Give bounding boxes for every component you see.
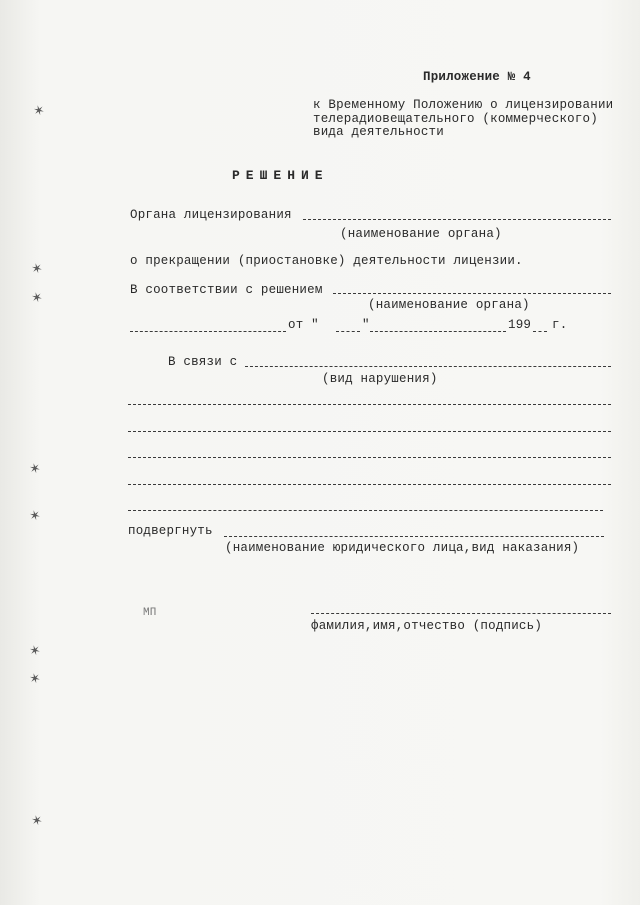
binder-hole-mark-icon: ✶ xyxy=(30,288,45,308)
violation-details-line-2[interactable] xyxy=(128,431,611,432)
binder-hole-mark-icon: ✶ xyxy=(28,641,43,661)
binder-hole-mark-icon: ✶ xyxy=(32,101,47,121)
signature-caption: фамилия,имя,отчество (подпись) xyxy=(311,619,543,633)
date-year-prefix: 199 xyxy=(508,318,532,332)
accordance-organ-blank[interactable] xyxy=(333,293,611,294)
subject-label: подвергнуть xyxy=(128,524,213,538)
termination-text: о прекращении (приостановке) деятельности лицензии. xyxy=(130,254,523,268)
document-title: РЕШЕНИЕ xyxy=(232,168,329,183)
signature-blank[interactable] xyxy=(311,613,611,614)
subject-caption: (наименование юридического лица,вид наказания) xyxy=(225,541,580,555)
subject-blank[interactable] xyxy=(224,536,604,537)
binder-hole-mark-icon: ✶ xyxy=(28,506,43,526)
date-year-suffix: г. xyxy=(552,318,568,332)
binder-hole-mark-icon: ✶ xyxy=(30,259,45,279)
stamp-place-label: МП xyxy=(143,607,157,619)
date-quote-close: " xyxy=(362,318,370,332)
regulation-reference-line-2: телерадиовещательного (коммерческого) xyxy=(313,112,598,126)
organ-label: Органа лицензирования xyxy=(130,208,292,222)
organ-name-caption: (наименование органа) xyxy=(340,227,502,241)
decision-number-blank[interactable] xyxy=(130,331,286,332)
accordance-label: В соответствии с решением xyxy=(130,283,323,297)
date-year-blank[interactable] xyxy=(533,331,547,332)
binder-hole-mark-icon: ✶ xyxy=(30,811,45,831)
violation-label: В связи с xyxy=(168,355,238,369)
date-month-blank[interactable] xyxy=(370,331,506,332)
regulation-reference-line-1: к Временному Положению о лицензировании xyxy=(313,98,614,112)
accordance-organ-caption: (наименование органа) xyxy=(368,298,530,312)
violation-details-line-1[interactable] xyxy=(128,404,611,405)
violation-details-line-4[interactable] xyxy=(128,484,611,485)
date-day-blank[interactable] xyxy=(336,331,360,332)
violation-caption: (вид нарушения) xyxy=(322,372,438,386)
violation-details-line-5[interactable] xyxy=(128,510,603,511)
binder-hole-mark-icon: ✶ xyxy=(28,669,43,689)
date-from-label: от " xyxy=(288,318,319,332)
organ-name-blank[interactable] xyxy=(303,219,611,220)
appendix-number: Приложение № 4 xyxy=(423,70,531,84)
binder-hole-mark-icon: ✶ xyxy=(28,459,43,479)
violation-blank[interactable] xyxy=(245,366,611,367)
regulation-reference-line-3: вида деятельности xyxy=(313,125,444,139)
violation-details-line-3[interactable] xyxy=(128,457,611,458)
